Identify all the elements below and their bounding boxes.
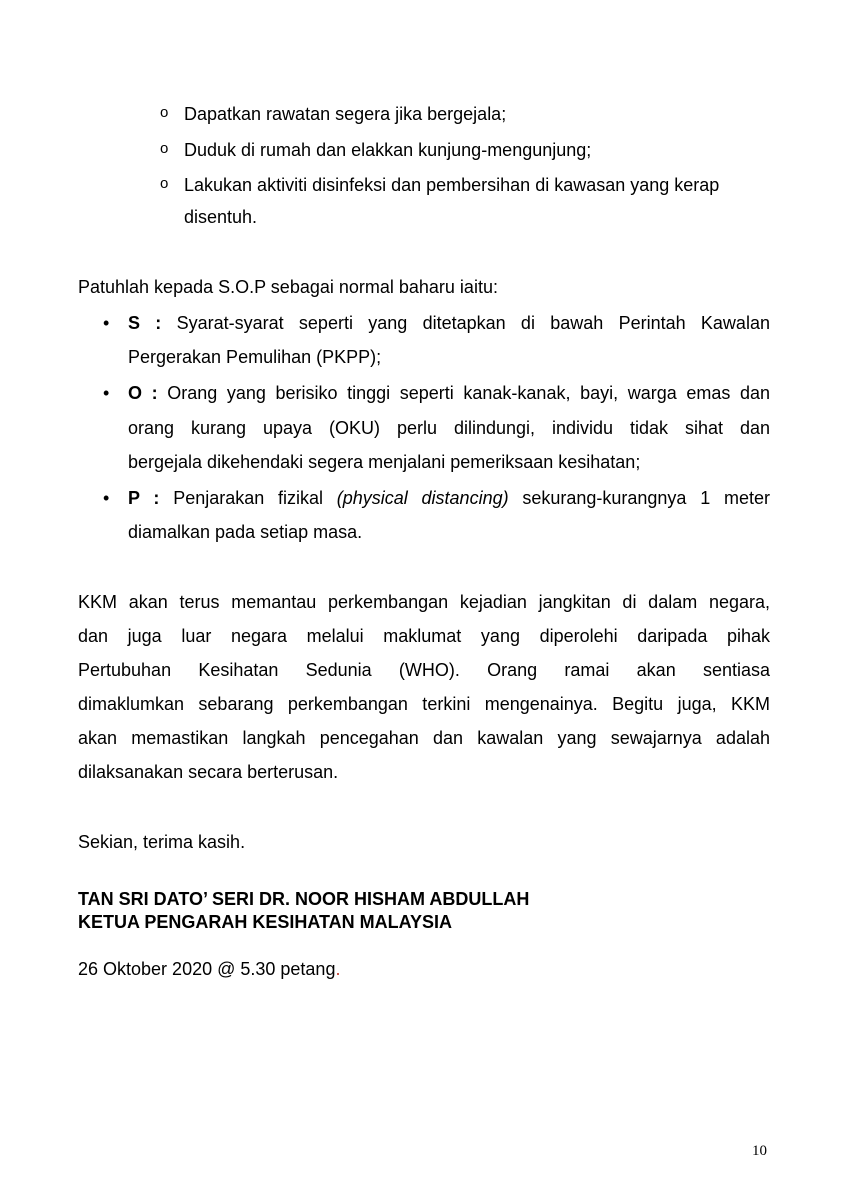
sop-p-text-a: Penjarakan fizikal: [173, 488, 324, 508]
release-date-period: .: [335, 959, 341, 979]
sop-o-line3: bergejala dikehendaki segera menjalani pemeriksaan kesihatan;: [128, 452, 641, 472]
bullet-dot: •: [103, 383, 110, 403]
sop-s-line1: [128, 313, 770, 334]
paragraph-line-1: KKM akan terus memantau perkembangan kejadian jangkitan di dalam negara,: [78, 592, 770, 612]
sop-s-line2: Pergerakan Pemulihan (PKPP);: [128, 347, 382, 367]
paragraph-line-3: Pertubuhan Kesihatan Sedunia (WHO). Orang ramai akan sentiasa: [78, 660, 770, 680]
page-number: 10: [752, 1143, 767, 1159]
release-date-text: 26 Oktober 2020 @ 5.30 petang: [78, 959, 336, 979]
sop-intro: Patuhlah kepada S.O.P sebagai normal baharu iaitu:: [78, 277, 498, 297]
paragraph-line-5: akan memastikan langkah pencegahan dan kawalan yang sewajarnya adalah: [78, 728, 770, 748]
sub-bullet-3-line1: Lakukan aktiviti disinfeksi dan pembersihan di kawasan yang kerap: [184, 175, 720, 195]
bullet-dot: •: [103, 488, 110, 508]
sop-p-text-italic: (physical distancing): [336, 488, 509, 508]
sop-s-text: Syarat-syarat seperti yang ditetapkan di bawah Perintah Kawalan: [176, 313, 770, 333]
sop-p-line2: diamalkan pada setiap masa.: [128, 522, 363, 542]
paragraph-line-2: dan juga luar negara melalui maklumat yang diperolehi daripada pihak: [78, 626, 770, 646]
sub-bullet-1: Dapatkan rawatan segera jika bergejala;: [184, 104, 507, 124]
paragraph-line-6: dilaksanakan secara berterusan.: [78, 762, 339, 782]
sop-p-text-c: sekurang-kurangnya 1 meter: [522, 488, 770, 508]
sop-o-line1: [128, 383, 770, 404]
sub-bullet-3-line2: disentuh.: [184, 207, 258, 227]
sop-o-label: O :: [128, 383, 158, 403]
sop-o-line2: orang kurang upaya (OKU) perlu dilindungi, individu tidak sihat dan: [128, 418, 770, 438]
bullet-dot: •: [103, 313, 110, 333]
sub-bullet-marker: o: [160, 175, 169, 192]
sub-bullet-marker: o: [160, 140, 169, 157]
paragraph-line-4: dimaklumkan sebarang perkembangan terkini mengenainya. Begitu juga, KKM: [78, 694, 770, 714]
signatory-title: KETUA PENGARAH KESIHATAN MALAYSIA: [78, 912, 453, 932]
signatory-name: TAN SRI DATO’ SERI DR. NOOR HISHAM ABDULLAH: [78, 889, 530, 909]
sop-p-label: P :: [128, 488, 160, 508]
release-date: [78, 959, 340, 980]
closing-text: Sekian, terima kasih.: [78, 832, 246, 852]
sop-p-line1: [128, 488, 770, 509]
sub-bullet-marker: o: [160, 104, 169, 121]
sop-s-label: S :: [128, 313, 162, 333]
sop-o-text: Orang yang berisiko tinggi seperti kanak-kanak, bayi, warga emas dan: [167, 383, 770, 403]
sub-bullet-2: Duduk di rumah dan elakkan kunjung-mengunjung;: [184, 140, 592, 160]
